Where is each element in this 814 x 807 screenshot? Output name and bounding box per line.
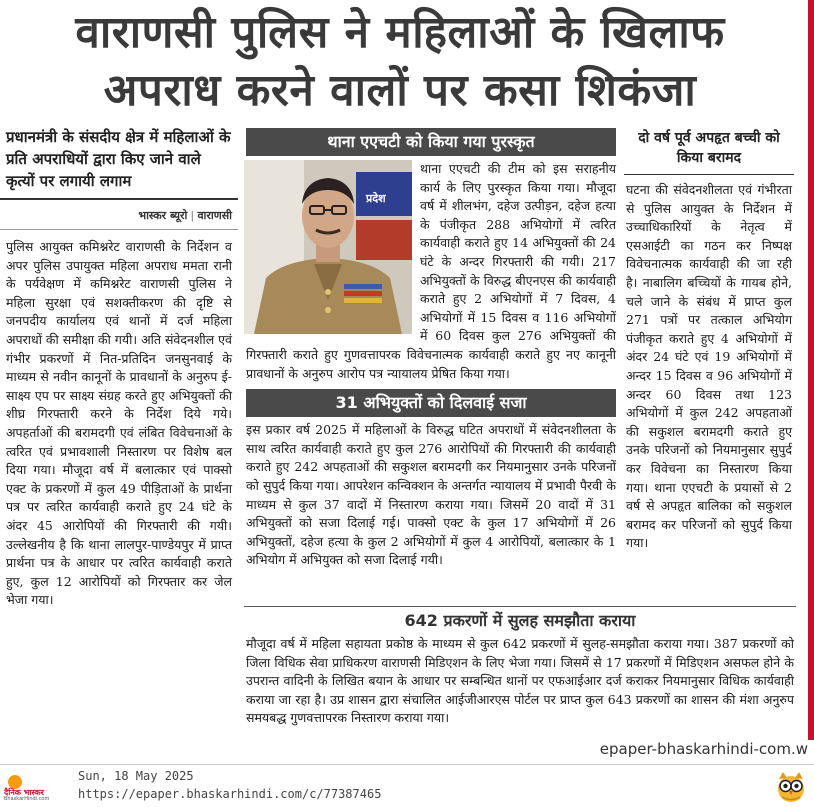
headline-line-1: वाराणसी पुलिस ने महिलाओं के खिलाफ [75, 7, 725, 58]
officer-photo [244, 160, 412, 334]
middle-second-section [244, 417, 618, 570]
headline-line-2: अपराध करने वालों पर कसा शिकंजा [103, 65, 697, 116]
photo-badge-text: प्रदेश [366, 192, 386, 205]
officer-photo-image [244, 160, 412, 334]
deck-summary: प्रधानमंत्री के संसदीय क्षेत्र में महिलाओं के प्रति अपराधियों द्वारा किए जाने वाले कृत्यों पर लगायी लगाम [0, 124, 238, 200]
footer-url[interactable]: https://epaper.bhaskarhindi.com/c/77387465 [78, 787, 382, 801]
aht-article-body: थाना एएचटी की टीम को इस सराहनीय कार्य के लिए पुरस्कृत किया गया। मौजूदा वर्ष में शीलभंग, दहेज उत्पीड़न, दहेज हत्या के पंजीकृत 288 अभियोगों में त्वरित कार्यवाही कराते हुए 14 अभियुक्तों की 24 घंटे के अन्दर गिरफ्तारी की गयी। 217 अभियुक्तों के विरुद्ध बीएनएस की कार्यवाही कराते हुए 2 अभियोगों में 7 दिवस, 4 अभियोगों में 15 दिवस व 116 अभियोगों में 60 दिवस कुल 276 अभियुक्तों की गिरफ्तारी कराते हुए गुणवत्तापरक विवेचनात्मक कार्यवाही कराते हुए नए कानूनी प्रावधानों के अनुरुप आरोप पत्र न्यायालय प्रेषित किया गया। [246, 161, 616, 381]
logo-subtext: BhaskarHindi.com [4, 796, 50, 802]
headline [0, 4, 800, 120]
left-article-body: पुलिस आयुक्त कमिश्नरेट वाराणसी के निर्देशन व अपर पुलिस उपायुक्त महिला अपराध ममता रानी के पर्यवेक्षण में कमिश्नरेट वाराणसी पुलिस ने महिला सुरक्षा एवं सशक्तीकरण की दृष्टि से जनपदीय कार्यालय एवं थानों में दर्ज महिला अपराधों की समीक्षा की गयी। अति संवेदनशील एवं गंभीर प्रकरणों में नित-प्रतिदिन जनसुनवाई के माध्यम से नवीन कानूनों के प्रावधानों के अनुरुप ई-साक्ष्य एप पर साक्ष्य संग्रह करते हुए अभियुक्तों की शीघ्र गिरफ्तारी करने के निर्देश दिये गये। अपहर्ताओं की बरामदगी एवं लंबित विवेचनाओं के त्वरित एवं प्रभावशाली निस्तारण पर विशेष बल दिया गया। मौजूदा वर्ष में बलात्कार एवं पाक्सो एक्ट के प्रकरणों में कुल 49 पीड़िताओं के प्रार्थना पत्र पर त्वरित कार्यवाही कराते हुए 24 घंटे के अंदर 45 आरोपियों की गिरफ्तारी की गयी। उल्लेखनीय है कि थाना लालपुर-पाण्डेयपुर में प्राप्त प्रार्थना पत्र के आधार पर त्वरित कार्यवाही कराते हुए, कुल 12 आरोपियों को गिरफ्तार कर जेल भेजा गया। [6, 239, 233, 608]
middle-top-section [244, 156, 618, 383]
footer-date: Sun, 18 May 2025 [78, 769, 194, 783]
settlement-heading: 642 प्रकरणों में सुलह समझौता कराया [244, 606, 796, 633]
byline-name: भास्कर ब्यूरो [138, 209, 188, 222]
middle-column [244, 128, 618, 570]
settlement-section [244, 606, 796, 728]
byline-place: वाराणसी [197, 209, 232, 222]
page-edge-stripe [808, 0, 814, 740]
footer-bar [0, 764, 814, 807]
epaper-watermark: epaper-bhaskarhindi-com.w [599, 740, 808, 758]
byline-separator: | [190, 209, 195, 222]
right-article-body: घटना की संवेदनशीलता एवं गंभीरता से पुलिस आयुक्त के निर्देशन में उच्चाधिकारियों के नेतृत्व में एसआईटी का गठन कर निष्पक्ष विवेचनात्मक कार्यवाही की जा रही है। नाबालिग बच्चियों के गायब होने, चले जाने के संबंध में प्राप्त कुल 271 पत्रों पर तत्काल अभियोग पंजीकृत कराते हुए 4 अभियोगों में अंदर 24 घंटे एवं 19 अभियोगों में अन्दर 15 दिवस व 96 अभियोगों में अन्दर 60 दिवस तथा 123 अभियोगों में कुल 242 अपहताओं की सकुशल बरामदगी कराते हुए उनके परिजनों को नियमानुसार सुपुर्द कर विवेचना का निस्तारण किया गया। थाना एएचटी के प्रयासों से 2 वर्ष से अपहृत बालिका को सकुशल बरामद कर परिजनों को सुपुर्द किया गया। [626, 182, 792, 551]
subhead-aht-awarded: थाना एएचटी को किया गया पुरस्कृत [246, 128, 616, 156]
right-column [624, 128, 794, 553]
convictions-article-body: इस प्रकार वर्ष 2025 में महिलाओं के विरुद्ध घटित अपराधों में संवेदनशीलता के साथ त्वरित कार्यवाही कराते हुए कुल 276 आरोपियों की गिरफ्तारी की कार्यवाही कराते हुए 242 अपहताओं की सकुशल बरामदगी कर नियमानुसार उनके परिजनों को सुपुर्द किया गया। आपरेशन कन्विक्शन के अन्तर्गत न्यायालय में प्रभावी पैरवी के माध्यम से कुल 37 वादों में निस्तारण कराया गया। जिसमें 20 वादों में 31 अभियुक्तों को सजा दिलाई गई। पाक्सो एक्ट के कुल 17 अभियोगों में 26 अभियुक्तों, दहेज हत्या के कुल 2 अभियोगों में कुल 4 आरोपियों, बलात्कार के 1 अभियोग में अभियुक्त को सजा दिलाई गयी। [246, 422, 616, 568]
subhead-convictions: 31 अभियुक्तों को दिलवाई सजा [246, 389, 616, 417]
logo-text: दैनिक भास्कर [4, 788, 44, 797]
owl-icon [774, 769, 808, 803]
left-column [0, 124, 238, 610]
byline [0, 200, 238, 230]
settlement-article-body: मौजूदा वर्ष में महिला सहायता प्रकोष्ठ के माध्यम से कुल 642 प्रकरणों में सुलह-समझौता कराया गया। 387 प्रकरणों को जिला विधिक सेवा प्राधिकरण वाराणसी मिडिएशन के लिए भेजा गया। जिसमें से 17 प्रकरणों में मिडिएशन असफल होने के उपरान्त वादिनी के लिखित बयान के आधार पर सम्बन्धित थानों पर एफआईआर दर्ज कराकर नियमानुसार विधिक कार्यवाही कराया जा रहा है। उप्र शासन द्वारा संचालित आईजीआरएस पोर्टल पर प्राप्त कुल 643 प्रकरणों का शासन की मंशा अनुरुप समयबद्ध गुणवत्तापरक निस्तारण कराया गया। [246, 636, 794, 726]
bhaskar-logo[interactable] [4, 775, 68, 803]
right-column-heading: दो वर्ष पूर्व अपहृत बच्ची को किया बरामद [624, 128, 794, 175]
